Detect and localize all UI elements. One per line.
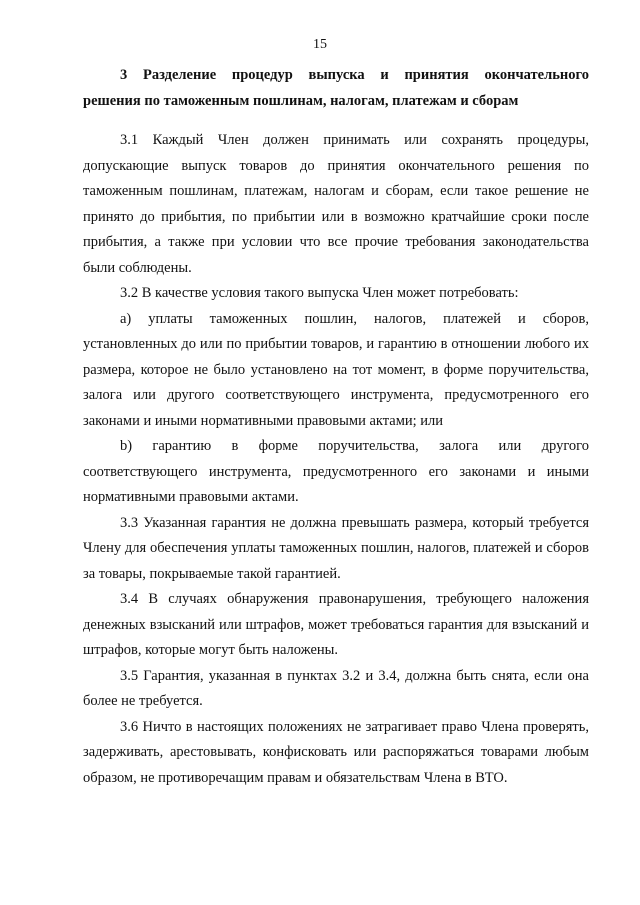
paragraph-3-2: 3.2 В качестве условия такого выпуска Член может потребовать: — [120, 285, 519, 301]
paragraph-3-2-b: b) гарантию в форме поручительства, залога или другого соответствующего инструмента, предусмотренного его законами и иными нормативными правовыми актами. — [83, 438, 589, 505]
section-heading — [83, 62, 589, 114]
section-heading-line-1: 3 Разделение процедур выпуска и принятия окончательного — [120, 67, 589, 83]
paragraph-3-6: 3.6 Ничто в настоящих положениях не затрагивает право Члена проверять, задерживать, арестовывать, конфисковать или распоряжаться товарами любым образом, не противоречащим правам и обязательствам Члена в ВТО. — [83, 718, 589, 786]
document-body — [83, 62, 589, 791]
section-heading-line-2: решения по таможенным пошлинам, налогам, платежам и сборам — [83, 93, 519, 109]
paragraph-3-2-a: a) уплаты таможенных пошлин, налогов, платежей и сборов, установленных до или по прибытии товаров, и гарантию в отношении любого их размера, которое не было установлено на тот момент, в форме поручительства, залога или другого соответствующего инструмента, предусмотренного его законами и иными нормативными правовыми актами; или — [83, 310, 589, 429]
paragraph-3-5: 3.5 Гарантия, указанная в пунктах 3.2 и 3.4, должна быть снята, если она более не требуется. — [83, 667, 589, 709]
paragraph-3-3: 3.3 Указанная гарантия не должна превышать размера, который требуется Члену для обеспечения уплаты таможенных пошлин, налогов, платежей и сборов за товары, покрываемые такой гарантией. — [83, 514, 589, 582]
paragraph-3-1: 3.1 Каждый Член должен принимать или сохранять процедуры, допускающие выпуск товаров до принятия окончательного решения по таможенным пошлинам, платежам, налогам и сборам, если такое решение не принято до прибытия, по прибытии или в возможно кратчайшие сроки после прибытия, а также при условии что все прочие требования законодательства были соблюдены. — [83, 132, 589, 276]
paragraph-3-4: 3.4 В случаях обнаружения правонарушения, требующего наложения денежных взысканий или штрафов, может требоваться гарантия для взысканий и штрафов, которые могут быть наложены. — [83, 591, 589, 658]
page-number: 15 — [313, 37, 327, 52]
